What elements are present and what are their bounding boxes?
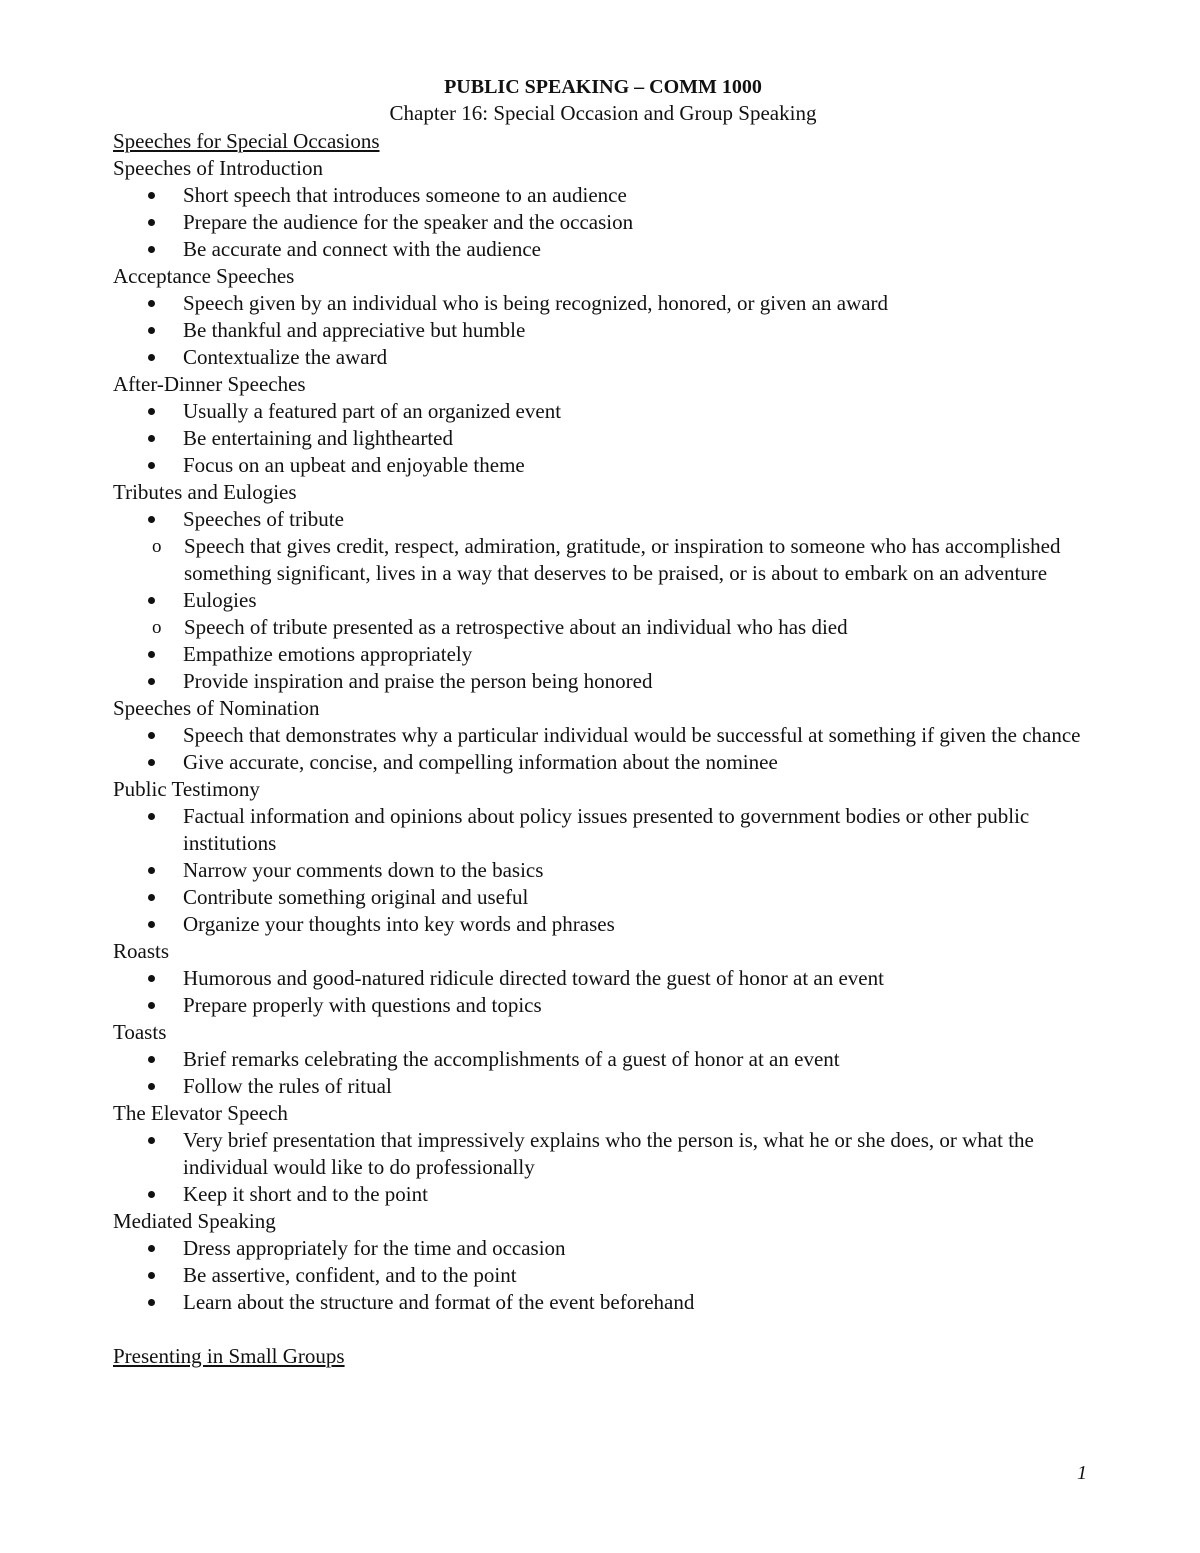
bullet-dot-icon <box>148 678 155 685</box>
bullet-item <box>113 992 1093 1019</box>
bullet-dot-icon <box>148 1056 155 1063</box>
sub-bullet-marker-icon: o <box>152 617 162 638</box>
bullet-list <box>113 965 1093 1019</box>
bullet-item <box>113 641 1093 668</box>
bullet-dot-icon <box>148 462 155 469</box>
bullet-dot-icon <box>148 219 155 226</box>
bullet-text: Speeches of tribute <box>183 507 344 531</box>
bullet-text: Short speech that introduces someone to an audience <box>183 183 627 207</box>
section-heading: Presenting in Small Groups <box>113 1344 345 1368</box>
sections-container <box>113 128 1093 1370</box>
bullet-item <box>113 1046 1093 1073</box>
bullet-text: Give accurate, concise, and compelling information about the nominee <box>183 750 778 774</box>
bullet-dot-icon <box>148 867 155 874</box>
bullet-item <box>113 884 1093 911</box>
bullet-item <box>113 749 1093 776</box>
bullet-dot-icon <box>148 354 155 361</box>
bullet-item <box>113 317 1093 344</box>
bullet-item <box>113 857 1093 884</box>
bullet-text: Speech given by an individual who is being recognized, honored, or given an award <box>183 291 889 315</box>
bullet-text: Be accurate and connect with the audience <box>183 237 541 261</box>
bullet-dot-icon <box>148 1083 155 1090</box>
topic-heading: Speeches of Nomination <box>113 696 320 720</box>
sub-bullet-item <box>113 533 1093 587</box>
bullet-text: Factual information and opinions about policy issues presented to government bodies or other public institutions <box>183 804 1030 855</box>
section-spacer <box>113 1316 1093 1343</box>
bullet-text: Prepare properly with questions and topics <box>183 993 542 1017</box>
bullet-text: Contextualize the award <box>183 345 388 369</box>
bullet-text: Usually a featured part of an organized event <box>183 399 562 423</box>
bullet-dot-icon <box>148 1137 155 1144</box>
bullet-item <box>113 911 1093 938</box>
bullet-dot-icon <box>148 1272 155 1279</box>
bullet-item <box>113 290 1093 317</box>
topic-heading: Roasts <box>113 939 170 963</box>
bullet-item <box>113 1289 1093 1316</box>
bullet-text: Eulogies <box>183 588 257 612</box>
bullet-item <box>113 587 1093 614</box>
topic-heading: Mediated Speaking <box>113 1209 276 1233</box>
topic-heading: Acceptance Speeches <box>113 264 295 288</box>
bullet-text: Provide inspiration and praise the person being honored <box>183 669 653 693</box>
bullet-dot-icon <box>148 759 155 766</box>
bullet-dot-icon <box>148 408 155 415</box>
bullet-item <box>113 1127 1093 1181</box>
section-heading: Speeches for Special Occasions <box>113 129 380 153</box>
sub-bullet-item <box>113 614 1093 641</box>
bullet-text: Organize your thoughts into key words and phrases <box>183 912 615 936</box>
bullet-list <box>113 182 1093 263</box>
sub-bullet-list <box>113 533 1093 587</box>
bullet-dot-icon <box>148 732 155 739</box>
bullet-dot-icon <box>148 435 155 442</box>
topic-heading: The Elevator Speech <box>113 1101 288 1125</box>
bullet-dot-icon <box>148 246 155 253</box>
bullet-text: Empathize emotions appropriately <box>183 642 473 666</box>
bullet-dot-icon <box>148 516 155 523</box>
bullet-item <box>113 506 1093 533</box>
bullet-dot-icon <box>148 1245 155 1252</box>
sub-bullet-text: Speech of tribute presented as a retrospective about an individual who has died <box>184 615 848 639</box>
bullet-item <box>113 1073 1093 1100</box>
bullet-text: Learn about the structure and format of the event beforehand <box>183 1290 695 1314</box>
bullet-item <box>113 425 1093 452</box>
bullet-list <box>113 290 1093 371</box>
bullet-dot-icon <box>148 300 155 307</box>
bullet-text: Follow the rules of ritual <box>183 1074 392 1098</box>
bullet-dot-icon <box>148 894 155 901</box>
bullet-text: Very brief presentation that impressively explains who the person is, what he or she does, or what the individual would like to do professionally <box>183 1128 1034 1179</box>
bullet-dot-icon <box>148 651 155 658</box>
bullet-item <box>113 452 1093 479</box>
bullet-text: Be thankful and appreciative but humble <box>183 318 526 342</box>
bullet-item <box>113 1235 1093 1262</box>
bullet-text: Focus on an upbeat and enjoyable theme <box>183 453 525 477</box>
bullet-text: Prepare the audience for the speaker and the occasion <box>183 210 634 234</box>
bullet-item <box>113 209 1093 236</box>
bullet-list <box>113 722 1093 776</box>
bullet-dot-icon <box>148 813 155 820</box>
page-number: 1 <box>1077 1462 1087 1484</box>
bullet-item <box>113 1262 1093 1289</box>
sub-bullet-list <box>113 614 1093 641</box>
bullet-dot-icon <box>148 1002 155 1009</box>
bullet-text: Humorous and good-natured ridicule directed toward the guest of honor at an event <box>183 966 884 990</box>
document-title: PUBLIC SPEAKING – COMM 1000 <box>444 76 762 98</box>
bullet-list <box>113 398 1093 479</box>
bullet-text: Contribute something original and useful <box>183 885 529 909</box>
bullet-item <box>113 344 1093 371</box>
bullet-dot-icon <box>148 975 155 982</box>
bullet-text: Be assertive, confident, and to the point <box>183 1263 517 1287</box>
topic-heading: Toasts <box>113 1020 167 1044</box>
chapter-subtitle: Chapter 16: Special Occasion and Group Speaking <box>389 101 817 125</box>
topic-heading: After-Dinner Speeches <box>113 372 306 396</box>
bullet-dot-icon <box>148 327 155 334</box>
bullet-item <box>113 398 1093 425</box>
bullet-list <box>113 803 1093 938</box>
bullet-dot-icon <box>148 1299 155 1306</box>
sub-bullet-marker-icon: o <box>152 536 162 557</box>
bullet-list <box>113 1127 1093 1208</box>
topic-heading: Speeches of Introduction <box>113 156 323 180</box>
topic-heading: Tributes and Eulogies <box>113 480 297 504</box>
bullet-dot-icon <box>148 921 155 928</box>
bullet-item <box>113 803 1093 857</box>
bullet-list <box>113 506 1093 695</box>
bullet-item <box>113 965 1093 992</box>
sub-bullet-text: Speech that gives credit, respect, admiration, gratitude, or inspiration to someone who has accomplished something significant, lives in a way that deserves to be praised, or is about to embark on an adventure <box>184 534 1061 585</box>
topic-heading: Public Testimony <box>113 777 260 801</box>
bullet-item <box>113 668 1093 695</box>
bullet-text: Dress appropriately for the time and occasion <box>183 1236 566 1260</box>
bullet-text: Keep it short and to the point <box>183 1182 428 1206</box>
bullet-text: Brief remarks celebrating the accomplishments of a guest of honor at an event <box>183 1047 840 1071</box>
bullet-text: Be entertaining and lighthearted <box>183 426 453 450</box>
bullet-item <box>113 182 1093 209</box>
bullet-text: Narrow your comments down to the basics <box>183 858 544 882</box>
bullet-dot-icon <box>148 192 155 199</box>
bullet-dot-icon <box>148 1191 155 1198</box>
bullet-text: Speech that demonstrates why a particular individual would be successful at something if given the chance <box>183 723 1081 747</box>
document-body <box>113 74 1093 1370</box>
bullet-list <box>113 1046 1093 1100</box>
bullet-item <box>113 236 1093 263</box>
bullet-dot-icon <box>148 597 155 604</box>
bullet-list <box>113 1235 1093 1316</box>
bullet-item <box>113 722 1093 749</box>
bullet-item <box>113 1181 1093 1208</box>
